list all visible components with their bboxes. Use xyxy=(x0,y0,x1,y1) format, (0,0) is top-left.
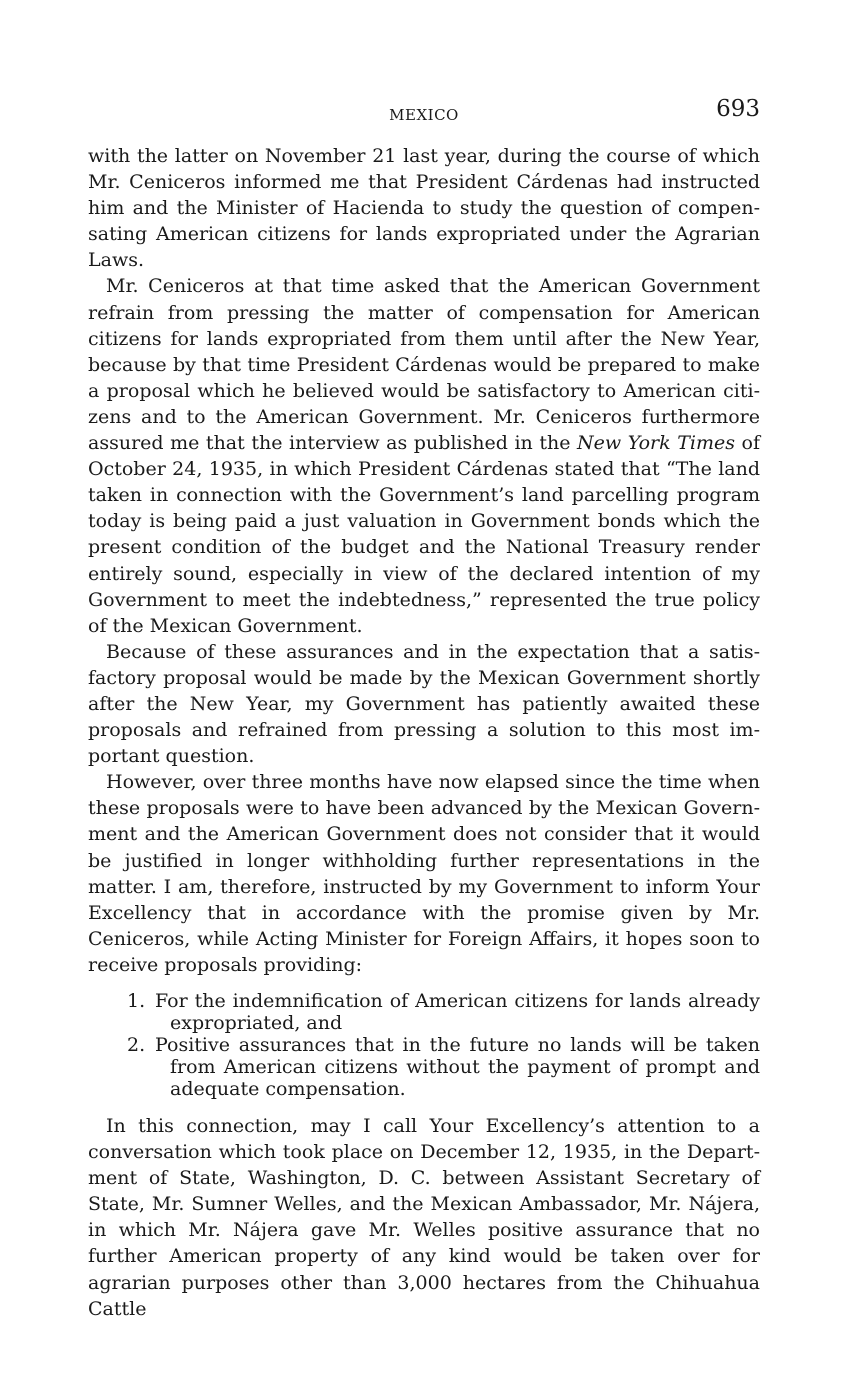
paragraph-elapsed: However, over three months have now elapsed since the time when these proposals were to have been advanced by the Mexican Government and the American Government does not consider that it would be justified in longer withholding further representations in the matter. I am, therefore, instructed by my Government to inform Your Excellency that in accordance with the promise given by Mr. Ceniceros, while Acting Minister for Foreign Affairs, it hopes soon to receive proposals providing: xyxy=(88,771,760,976)
paragraph-text: of October 24, 1935, in which President Cárdenas stated that “The land taken in connection with the Government’s land parcelling program today is being paid a just valuation in Government bonds which the present condition of the budget and the National Treasury render entirely sound, especially in view of the declared intention of my Government to meet the indebtedness,” represented the true policy of the Mexican Government. xyxy=(88,432,760,637)
list-item xyxy=(127,990,760,1034)
running-head xyxy=(88,96,760,128)
page-number: 693 xyxy=(716,96,760,122)
paragraph-ceniceros-request xyxy=(88,273,760,638)
running-title: MEXICO xyxy=(389,106,459,124)
list-item xyxy=(127,1034,760,1100)
paragraph-assurances: Because of these assurances and in the expectation that a satisfactory proposal would be made by the Mexican Government shortly after the New Year, my Government has patiently awaited these proposals and refrained from pressing a solution to this most important question. xyxy=(88,640,760,768)
list-item-number: 2. xyxy=(127,1034,146,1056)
paragraph-continuation: with the latter on November 21 last year, during the course of which Mr. Ceniceros informed me that President Cárdenas had instructed him and the Minister of Hacienda to study the question of compensating American citizens for lands expropriated under the Agrarian Laws. xyxy=(88,145,760,272)
proposal-list xyxy=(88,990,760,1100)
list-item-number: 1. xyxy=(127,990,146,1012)
paragraph-text: Mr. Ceniceros at that time asked that the American Government refrain from pressing the matter of compensation for American citizens for lands expropriated from them until after the New Year, because by that time President Cárdenas would be prepared to make a proposal which he believed would be satisfactory to American citizens and to the American Government. Mr. Ceniceros furthermore assured me that the interview as published in the xyxy=(88,275,760,455)
body-text xyxy=(88,143,760,1322)
list-item-text: Positive assurances that in the future no lands will be taken from American citizens without the payment of prompt and adequate compensation. xyxy=(155,1034,760,1100)
paragraph-conversation: In this connection, may I call Your Excellency’s attention to a conversation which took place on December 12, 1935, in the Department of State, Washington, D. C. between Assistant Secretary of State, Mr. Sumner Welles, and the Mexican Ambassador, Mr. Nájera, in which Mr. Nájera gave Mr. Welles positive assurance that no further American property of any kind would be taken over for agrarian purposes other than 3,000 hectares from the Chihuahua Cattle xyxy=(88,1115,760,1320)
list-item-text: For the indemnification of American citizens for lands already expropriated, and xyxy=(155,990,760,1034)
newspaper-title: New York Times xyxy=(577,432,735,455)
